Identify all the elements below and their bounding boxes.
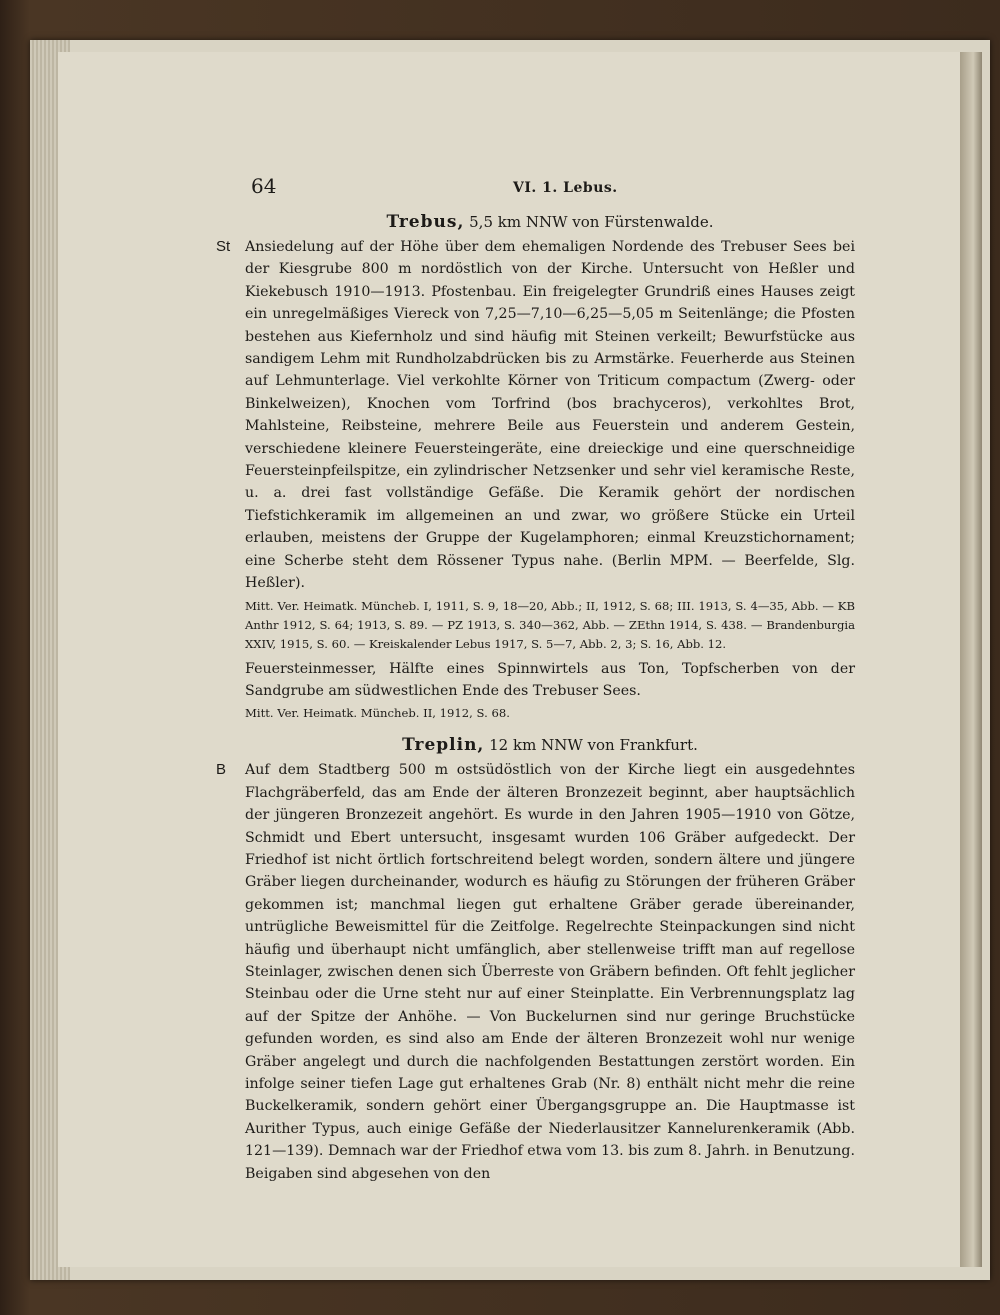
entry-location: 12 km NNW von Frankfurt. [489,736,698,755]
references-secondary: Mitt. Ver. Heimatk. Müncheb. II, 1912, S. 68. [245,706,510,721]
page-number: 64 [251,174,277,198]
page-gutter [960,52,982,1267]
running-head: VI. 1. Lebus. [513,180,618,196]
entry-title-treplin [245,735,855,755]
period-marker: B [216,761,227,779]
entry-body: Auf dem Stadtberg 500 m ostsüdöstlich von der Kirche liegt ein ausgedehntes Flachgräberfeld, das am Ende der älteren Bronzezeit beginnt, aber hauptsächlich der jüngeren Bronzezeit angehört. Es wurde in den Jahren 1905—1910 von Götze, Schmidt und Ebert untersucht, insgesamt wurden 106 Gräber aufgedeckt. Der Friedhof ist nicht örtlich fortschreitend belegt worden, sondern ältere und jüngere Gräber liegen durcheinander, wodurch es häufig zu Störungen der früheren Gräber gekommen ist; manchmal liegen gut erhaltene Gräber gerade übereinander, untrügliche Beweismittel für die Zeitfolge. Regelrechte Steinpackungen sind nicht häufig und überhaupt nicht umfänglich, aber stellenweise trifft man auf regellose Steinlager, zwischen denen sich Überreste von Gräbern befinden. Oft fehlt jeglicher Steinbau oder die Urne steht nur auf einer Steinplatte. Ein Verbrennungsplatz lag auf der Spitze der Anhöhe. — Von Buckelurnen sind nur geringe Bruchstücke gefunden worden, es sind also am Ende der älteren Bronzezeit wohl nur wenige Gräber angelegt und durch die nachfolgenden Bestattungen zerstört worden. Ein infolge seiner tiefen Lage gut erhaltenes Grab (Nr. 8) enthält nicht mehr die reine Buckelkeramik, sondern gehört einer Übergangsgruppe an. Die Hauptmasse ist Aurither Typus, auch einige Gefäße der Niederlausitzer Kannelurenkeramik (Abb. 121—139). Demnach war der Friedhof etwa vom 13. bis zum 8. Jahrh. in Benutzung. Beigaben sind abgesehen von den [245,762,855,1182]
period-marker: St [216,238,231,255]
entry-name: Treplin, [402,735,485,756]
entry-location: 5,5 km NNW von Fürstenwalde. [469,213,714,231]
entry-text [216,236,855,595]
entry-body: Ansiedelung auf der Höhe über dem ehemaligen Nordende des Trebuser Sees bei der Kiesgrube 800 m nordöstlich von der Kirche. Untersucht von Heßler und Kiekebusch 1910—1913. Pfostenbau. Ein freigelegter Grundriß eines Hauses zeigt ein unregelmäßiges Viereck von 7,25—7,10—6,25—5,05 m Seitenlänge; die Pfosten bestehen aus Kiefernholz und sind häufig mit Steinen verkeilt; Bewurfstücke aus sandigem Lehm mit Rundholzabdrücken bis zu Armstärke. Feuerherde aus Steinen auf Lehmunterlage. Viel verkohlte Körner von Triticum compactum (Zwerg- oder Binkelweizen), Knochen vom Torfrind (bos brachyceros), verkohltes Brot, Mahlsteine, Reibsteine, mehrere Beile aus Feuerstein und anderem Gestein, verschiedene kleinere Feuersteingeräte, eine dreieckige und eine querschneidige Feuersteinpfeilspitze, ein zylindrischer Netzsenker und sehr viel keramische Reste, u. a. drei fast vollständige Gefäße. Die Keramik gehört der nordischen Tiefstichkeramik im allgemeinen an und zwar, wo größere Stücke ein Urteil erlauben, meistens der Gruppe der Kugelamphoren; einmal Kreuzstichornament; eine Scherbe steht dem Rössener Typus nahe. (Berlin MPM. — Beerfelde, Slg. Heßler). [245,239,855,592]
entry-text [216,759,855,1185]
entry-name: Trebus, [386,212,465,232]
page-content [216,170,855,1185]
entry-text-secondary: Feuersteinmesser, Hälfte eines Spinnwirtels aus Ton, Topfscherben von der Sandgrube am südwestlichen Ende des Trebuser Sees. [245,660,855,699]
entry-title-trebus [245,212,855,232]
page-header [245,170,855,204]
references: Mitt. Ver. Heimatk. Müncheb. I, 1911, S. 9, 18—20, Abb.; II, 1912, S. 68; III. 1913, S. 4—35, Abb. — KB Anthr 1912, S. 64; 1913, S. 89. — PZ 1913, S. 340—362, Abb. — ZEthn 1914, S. 438. — Brandenburgia XXIV, 1915, S. 60. — Kreiskalender Lebus 1917, S. 5—7, Abb. 2, 3; S. 16, Abb. 12. [245,598,855,651]
